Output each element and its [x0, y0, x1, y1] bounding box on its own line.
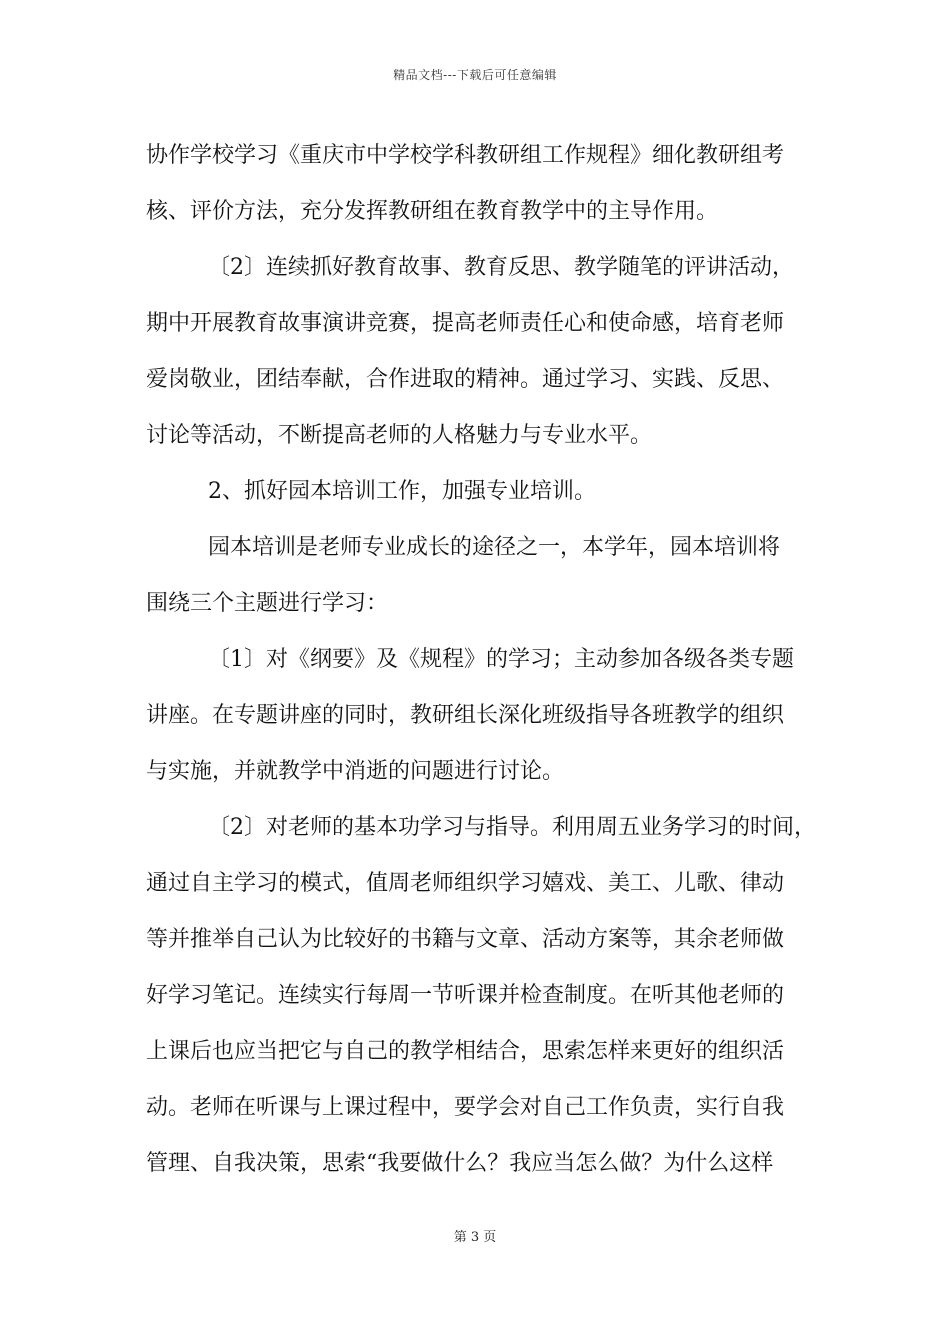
text-line: 等并推举自己认为比较好的书籍与文章、活动方案等，其余老师做	[146, 927, 785, 952]
page-number: 第 3 页	[453, 1230, 497, 1245]
text-line: 核、评价方法，充分发挥教研组在教育教学中的主导作用。	[146, 199, 719, 224]
text-line: 围绕三个主题进行学习：	[146, 591, 389, 616]
text-line: 通过自主学习的模式，值周老师组织学习嬉戏、美工、儿歌、律动	[146, 871, 785, 896]
text-line: 好学习笔记。连续实行每周一节听课并检查制度。在听其他老师的	[146, 983, 785, 1008]
text-line: 与实施，并就教学中消逝的问题进行讨论。	[146, 759, 565, 784]
body-text	[146, 128, 826, 1192]
page-header: 精品文档---下载后可任意编辑	[393, 68, 557, 82]
text-line: 上课后也应当把它与自己的教学相结合，思索怎样来更好的组织活	[146, 1039, 785, 1064]
text-line: 讨论等活动，不断提高老师的人格魅力与专业水平。	[146, 423, 653, 448]
text-line: 讲座。在专题讲座的同时，教研组长深化班级指导各班教学的组织	[146, 703, 785, 728]
text-line: 期中开展教育故事演讲竞赛，提高老师责任心和使命感，培育老师	[146, 311, 785, 336]
text-line: 爱岗敬业，团结奉献，合作进取的精神。通过学习、实践、反思、	[146, 367, 785, 392]
text-line: 〔2〕连续抓好教育故事、教育反思、教学随笔的评讲活动，	[208, 255, 794, 280]
text-line: 协作学校学习《重庆市中学校学科教研组工作规程》细化教研组考	[146, 143, 785, 168]
text-line: 2、抓好园本培训工作，加强专业培训。	[208, 479, 596, 504]
text-line: 动。老师在听课与上课过程中，要学会对自己工作负责，实行自我	[146, 1095, 785, 1120]
text-line: 〔1〕对《纲要》及《规程》的学习；主动参加各级各类专题	[208, 647, 794, 672]
text-line: 园本培训是老师专业成长的途径之一，本学年，园本培训将	[208, 535, 781, 560]
text-line: 管理、自我决策，思索“我要做什么？我应当怎么做？为什么这样	[146, 1151, 774, 1176]
text-line: 〔2〕对老师的基本功学习与指导。利用周五业务学习的时间，	[208, 815, 816, 840]
